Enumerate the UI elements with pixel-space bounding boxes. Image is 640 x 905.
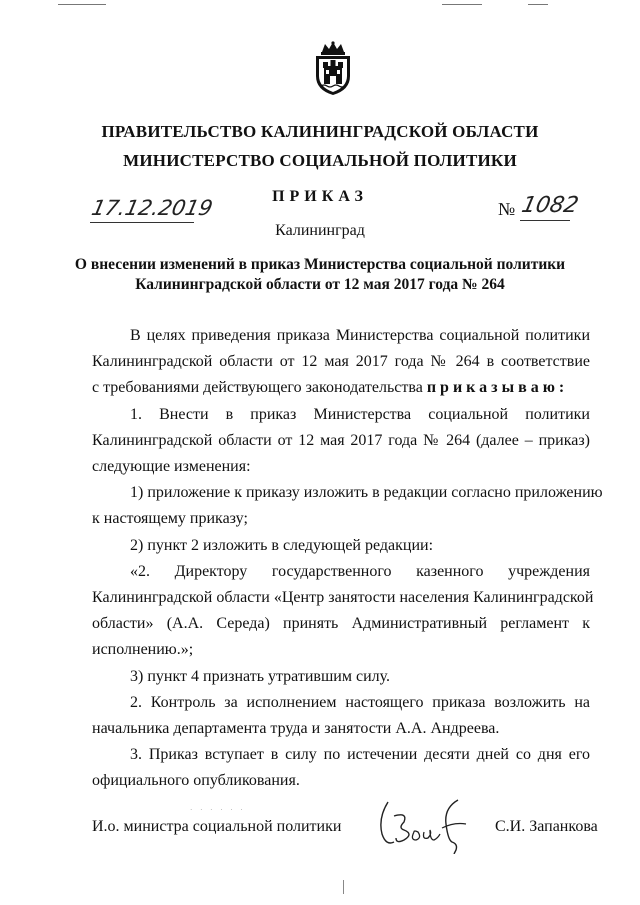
body-line: к настоящему приказу;	[92, 510, 248, 527]
body-line: области» (А.А. Середа) принять Административный регламент к	[92, 615, 590, 632]
body-line: 1) приложение к приказу изложить в редакции согласно приложению	[130, 484, 603, 501]
signatory-name: С.И. Запанкова	[495, 818, 598, 835]
body-line: В целях приведения приказа Министерства социальной политики	[130, 327, 590, 344]
scan-artifact	[58, 4, 106, 5]
order-word: приказываю:	[426, 379, 569, 396]
body-line: Калининградской области «Центр занятости населения Калининградской	[92, 589, 594, 606]
body-line: 2) пункт 2 изложить в следующей редакции:	[130, 537, 434, 554]
body-line	[92, 379, 568, 397]
document-date: 17.12.2019	[89, 196, 215, 220]
subject-line-1: О внесении изменений в приказ Министерства социальной политики	[74, 256, 566, 273]
scan-artifact	[343, 880, 344, 894]
body-line: «2. Директору государственного казенного учреждения	[130, 563, 590, 580]
body-line: 1. Внести в приказ Министерства социальной политики	[130, 406, 590, 423]
scan-artifact	[528, 4, 548, 5]
body-line: следующие изменения:	[92, 458, 251, 475]
handwritten-signature	[374, 798, 470, 854]
ministry-title: МИНИСТЕРСТВО СОЦИАЛЬНОЙ ПОЛИТИКИ	[123, 151, 517, 170]
body-line: официального опубликования.	[92, 772, 300, 789]
body-text: с требованиями действующего законодательства	[92, 379, 423, 396]
body-line: Калининградской области от 12 мая 2017 года № 264 (далее – приказ)	[92, 432, 590, 449]
body-line: Калининградской области от 12 мая 2017 года № 264 в соответствие	[92, 353, 590, 370]
scan-artifact	[442, 4, 482, 5]
body-line: 3) пункт 4 признать утратившим силу.	[130, 668, 391, 685]
document-number: 1082	[519, 193, 581, 218]
coat-of-arms-icon	[310, 40, 356, 96]
number-underline	[520, 220, 570, 221]
body-line: 3. Приказ вступает в силу по истечении десяти дней со дня его	[130, 746, 590, 763]
signatory-position: И.о. министра социальной политики	[92, 818, 342, 835]
stamp-trace: · · · · · ·	[190, 806, 246, 814]
body-line: начальника департамента труда и занятости А.А. Андреева.	[92, 720, 500, 737]
government-title: ПРАВИТЕЛЬСТВО КАЛИНИНГРАДСКОЙ ОБЛАСТИ	[101, 122, 539, 141]
subject-line-2: Калининградской области от 12 мая 2017 года № 264	[135, 276, 505, 293]
number-prefix: №	[498, 199, 516, 219]
body-line: исполнению.»;	[92, 641, 194, 658]
document-type: ПРИКАЗ	[272, 188, 368, 205]
city: Калининград	[275, 222, 365, 239]
body-line: 2. Контроль за исполнением настоящего приказа возложить на	[130, 694, 590, 711]
